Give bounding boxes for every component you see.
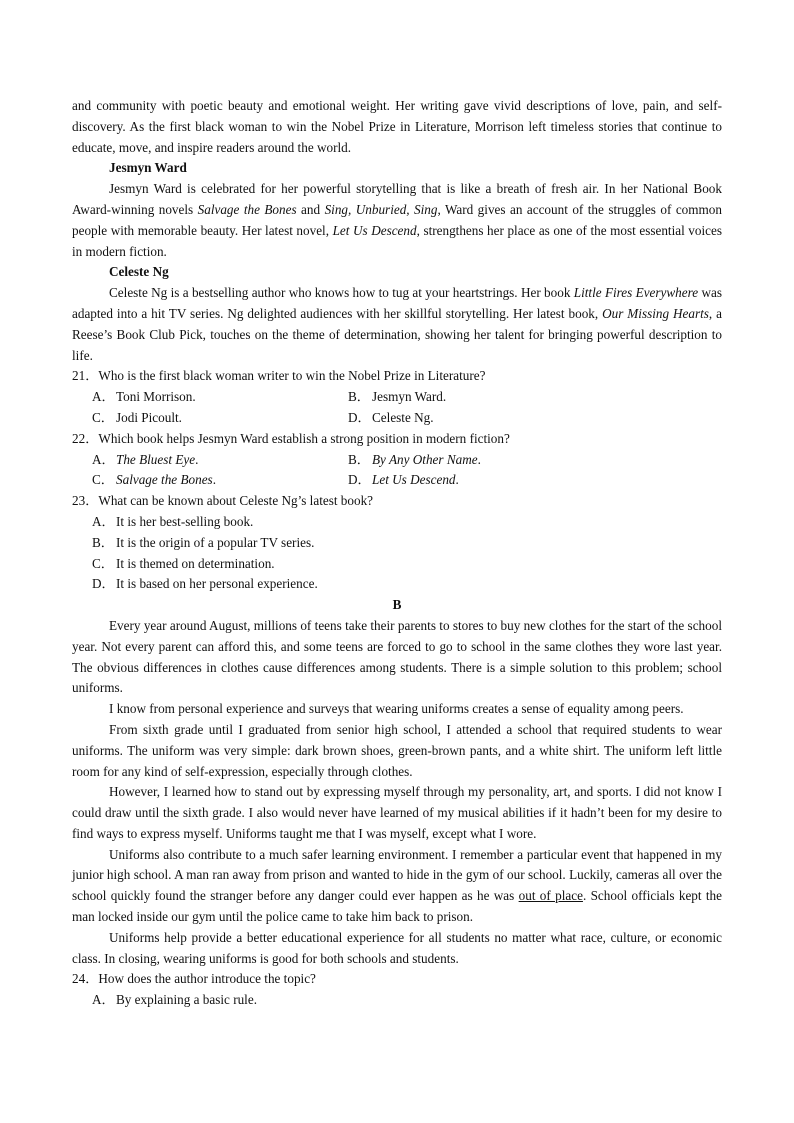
ward-paragraph: [72, 179, 722, 262]
question-23-options: [72, 512, 722, 595]
question-22-stem: 22．Which book helps Jesmyn Ward establish a strong position in modern fiction?: [72, 430, 510, 446]
ng-heading: Celeste Ng: [109, 264, 169, 280]
option-d[interactable]: D．Celeste Ng.: [348, 409, 434, 425]
option-c[interactable]: C． Salvage the Bones.: [92, 472, 216, 488]
ward-text-3: , Ward gives an account of the struggles of common people with memorable beauty. Her latest novel,: [72, 201, 722, 238]
question-23-stem: 23．What can be known about Celeste Ng’s latest book?: [72, 493, 374, 509]
book-title: Little Fires Everywhere: [573, 285, 699, 301]
option-a[interactable]: A．Toni Morrison.: [92, 389, 196, 405]
question-21-stem: 21．Who is the first black woman writer to win the Nobel Prize in Literature?: [72, 368, 486, 384]
option-d[interactable]: D．It is based on her personal experience.: [92, 576, 318, 592]
ward-text-4: , strengthens her place as one of the most essential voices in modern fiction.: [72, 222, 722, 259]
passage-b-paragraph-1: Every year around August, millions of teens take their parents to stores to buy new clothes for the start of the school year. Not every parent can afford this, and some teens are forced to go to school in the same clothes they wore last year. The obvious differences in clothes cause differences among students. There is a simple solution to this problem; school uniforms.: [72, 617, 722, 696]
option-c[interactable]: C． Jodi Picoult.: [92, 409, 182, 425]
ng-text-3: , a Reese’s Book Club Pick, touches on the theme of determination, showing her talent for bringing powerful description to life.: [72, 305, 722, 363]
morrison-paragraph-end: and community with poetic beauty and emotional weight. Her writing gave vivid descriptions of love, pain, and self-discovery. As the first black woman to win the Nobel Prize in Literature, Morrison left timeless stories that continue to educate, move, and inspire readers around the world.: [72, 98, 722, 155]
question-22-options: [72, 450, 722, 492]
book-title: Let Us Descend: [332, 222, 417, 238]
question-24-options: [72, 990, 722, 1011]
underlined-phrase: out of place: [518, 888, 583, 904]
book-title: Salvage the Bones: [197, 201, 297, 217]
question-21-options: [72, 387, 722, 429]
option-b[interactable]: B． By Any Other Name.: [348, 451, 481, 467]
exam-page: [72, 96, 722, 1011]
section-heading-b: B: [392, 597, 402, 613]
passage-b-paragraph-6: Uniforms help provide a better educational experience for all students no matter what race, culture, or economic class. In closing, wearing uniforms is good for both schools and students.: [72, 929, 722, 966]
ward-text-2: and: [296, 201, 325, 217]
option-b[interactable]: B． It is the origin of a popular TV series.: [92, 534, 315, 550]
book-title: Our Missing Hearts: [602, 305, 709, 321]
passage-b-paragraph-5: Uniforms also contribute to a much safer learning environment. I remember a particular event that happened in my junior high school. A man ran away from prison and wanted to hide in the gym of our school. Luckily, cameras all over the school quickly found the stranger before any danger could ever happen as he was out of place. School officials kept the man locked inside our gym until the police came to take him back to prison.: [72, 846, 723, 925]
option-d[interactable]: D．Let Us Descend.: [348, 472, 459, 488]
ng-paragraph: [72, 283, 722, 366]
passage-b-paragraph-3: From sixth grade until I graduated from senior high school, I attended a school that required students to wear uniforms. The uniform was very simple: dark brown shoes, green-brown pants, and a white shirt. The uniform left little room for any kind of self-expression, especially through clothes.: [72, 721, 722, 779]
book-title: Sing, Unburied, Sing: [324, 201, 438, 217]
ng-text-1: Celeste Ng is a bestselling author who knows how to tug at your heartstrings. Her book: [109, 285, 574, 301]
option-c[interactable]: C． It is themed on determination.: [92, 555, 275, 571]
option-b[interactable]: B． Jesmyn Ward.: [348, 389, 447, 405]
ward-text-1: Jesmyn Ward is celebrated for her powerful storytelling that is like a breath of fresh air. In her National Book Award-winning novels: [72, 181, 722, 217]
passage-b-paragraph-2: I know from personal experience and surveys that wearing uniforms creates a sense of equality among peers.: [109, 701, 684, 717]
option-a[interactable]: A．By explaining a basic rule.: [92, 992, 257, 1008]
ward-heading: Jesmyn Ward: [109, 160, 187, 176]
option-a[interactable]: A．The Bluest Eye.: [92, 451, 199, 467]
passage-b-paragraph-4: However, I learned how to stand out by expressing myself through my personality, art, and sports. I did not know I could draw until the sixth grade. I also would never have learned of my musical abilities if it hadn’t been for my desire to find ways to express myself. Uniforms taught me that I was myself, except what I wore.: [72, 784, 722, 841]
ng-text-2: was adapted into a hit TV series. Ng delighted audiences with her skillful storytelling. Her latest book,: [72, 285, 722, 321]
question-24-stem: 24．How does the author introduce the topic?: [72, 971, 316, 987]
option-a[interactable]: A．It is her best-selling book.: [92, 513, 254, 529]
